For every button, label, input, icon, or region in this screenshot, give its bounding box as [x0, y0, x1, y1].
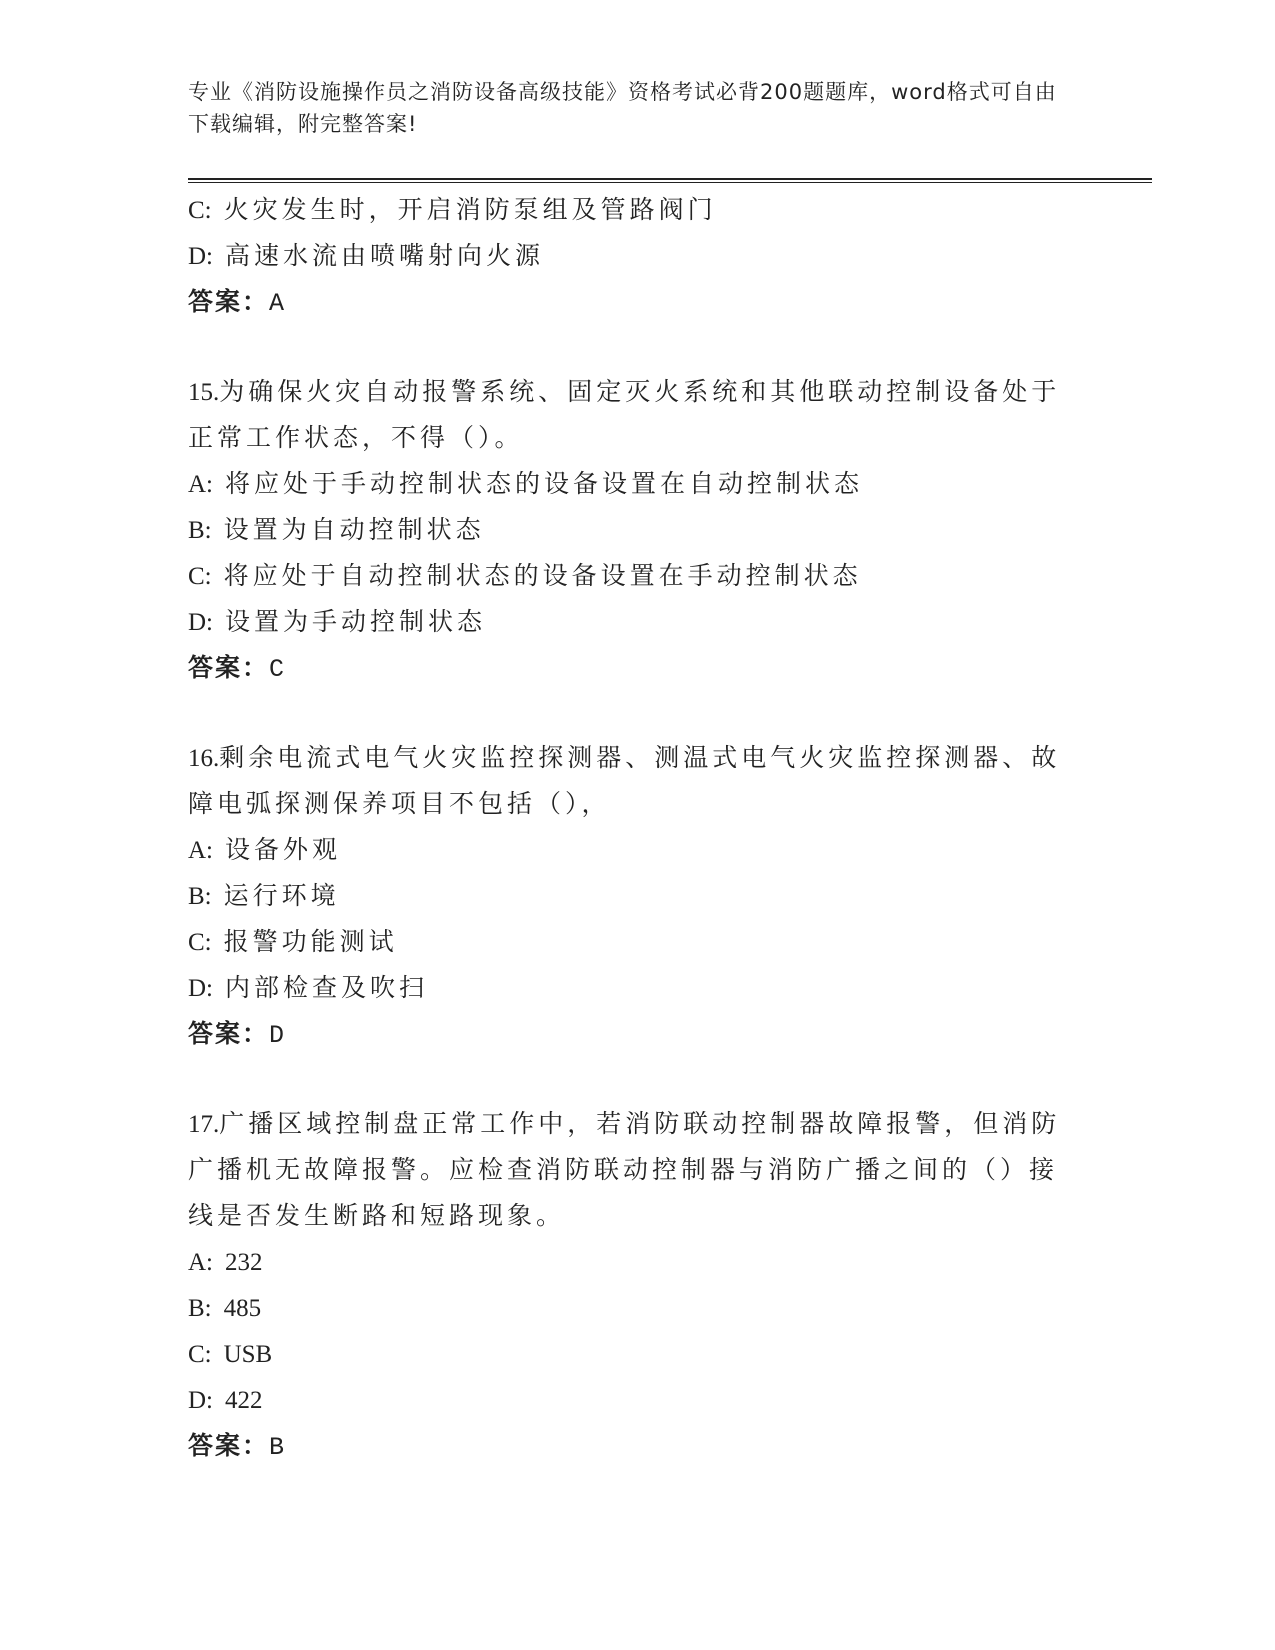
option-letter: B: — [188, 517, 212, 544]
option-text: 运行环境 — [223, 881, 340, 910]
option-letter: A: — [188, 1249, 213, 1276]
answer-value: B — [269, 1433, 287, 1462]
question-text-line — [188, 735, 1088, 781]
option-d — [188, 1377, 1088, 1423]
option-letter: B: — [188, 1295, 212, 1322]
answer-line — [188, 1011, 1088, 1057]
option-text: 火灾发生时，开启消防泵组及管路阀门 — [223, 195, 717, 224]
option-text: 设备外观 — [224, 835, 341, 864]
question-15 — [188, 369, 1088, 691]
option-letter: D: — [188, 243, 213, 270]
answer-line — [188, 645, 1088, 691]
option-text: 422 — [224, 1387, 263, 1414]
option-letter: B: — [188, 883, 212, 910]
answer-label: 答案： — [188, 1019, 270, 1048]
question-number: 15. — [188, 379, 220, 406]
question-text: 广播区域控制盘正常工作中，若消防联动控制器故障报警，但消防 — [219, 1109, 1061, 1138]
answer-label: 答案： — [188, 653, 270, 682]
question-text-line: 障电弧探测保养项目不包括（）， — [188, 789, 611, 818]
option-letter: D: — [188, 975, 213, 1002]
question-list — [188, 187, 1088, 1469]
option-a — [188, 827, 1088, 873]
option-b — [188, 873, 1088, 919]
question-text-line: 正常工作状态，不得（）。 — [188, 423, 524, 452]
option-text: 将应处于自动控制状态的设备设置在手动控制状态 — [223, 561, 862, 590]
option-d — [188, 965, 1088, 1011]
option-text: 高速水流由喷嘴射向火源 — [224, 241, 544, 270]
option-letter: C: — [188, 197, 212, 224]
question-17 — [188, 1101, 1088, 1469]
option-c — [188, 187, 1088, 233]
question-text: 剩余电流式电气火灾监控探测器、测温式电气火灾监控探测器、故 — [219, 743, 1061, 772]
question-text-line: 线是否发生断路和短路现象。 — [188, 1201, 566, 1230]
spacer — [188, 1057, 1088, 1101]
option-letter: A: — [188, 471, 213, 498]
option-c — [188, 1331, 1088, 1377]
answer-value: C — [269, 655, 287, 684]
option-b — [188, 1285, 1088, 1331]
option-text: 报警功能测试 — [223, 927, 398, 956]
option-text: 设置为自动控制状态 — [223, 515, 485, 544]
option-c — [188, 553, 1088, 599]
option-text: 设置为手动控制状态 — [224, 607, 486, 636]
option-a — [188, 1239, 1088, 1285]
answer-line — [188, 1423, 1088, 1469]
option-c — [188, 919, 1088, 965]
option-letter: C: — [188, 929, 212, 956]
answer-value: A — [269, 289, 287, 318]
option-letter: A: — [188, 837, 213, 864]
question-text-line — [188, 1101, 1088, 1147]
header-divider-thick — [188, 178, 1152, 180]
option-letter: D: — [188, 1387, 213, 1414]
spacer — [188, 325, 1088, 369]
option-text: USB — [223, 1341, 273, 1368]
question-number: 16. — [188, 745, 220, 772]
option-b — [188, 507, 1088, 553]
option-text: 内部检查及吹扫 — [224, 973, 428, 1002]
question-number: 17. — [188, 1111, 220, 1138]
option-letter: C: — [188, 1341, 212, 1368]
option-a — [188, 461, 1088, 507]
option-text: 将应处于手动控制状态的设备设置在自动控制状态 — [224, 469, 863, 498]
prev-question — [188, 187, 1088, 325]
option-text: 232 — [224, 1249, 263, 1276]
question-text-line — [188, 369, 1088, 415]
header-divider-thin — [188, 182, 1152, 183]
question-text-line: 广播机无故障报警。应检查消防联动控制器与消防广播之间的（）接 — [188, 1155, 1059, 1184]
answer-value: D — [269, 1021, 287, 1050]
answer-label: 答案： — [188, 1431, 270, 1460]
option-letter: C: — [188, 563, 212, 590]
option-d — [188, 233, 1088, 279]
answer-label: 答案： — [188, 287, 270, 316]
answer-line — [188, 279, 1088, 325]
option-d — [188, 599, 1088, 645]
document-header: 专业《消防设施操作员之消防设备高级技能》资格考试必背200题题库，word格式可自由下载编辑，附完整答案! — [188, 80, 1057, 136]
spacer — [188, 691, 1088, 735]
option-letter: D: — [188, 609, 213, 636]
question-text: 为确保火灾自动报警系统、固定灭火系统和其他联动控制设备处于 — [219, 377, 1061, 406]
question-16 — [188, 735, 1088, 1057]
option-text: 485 — [223, 1295, 262, 1322]
